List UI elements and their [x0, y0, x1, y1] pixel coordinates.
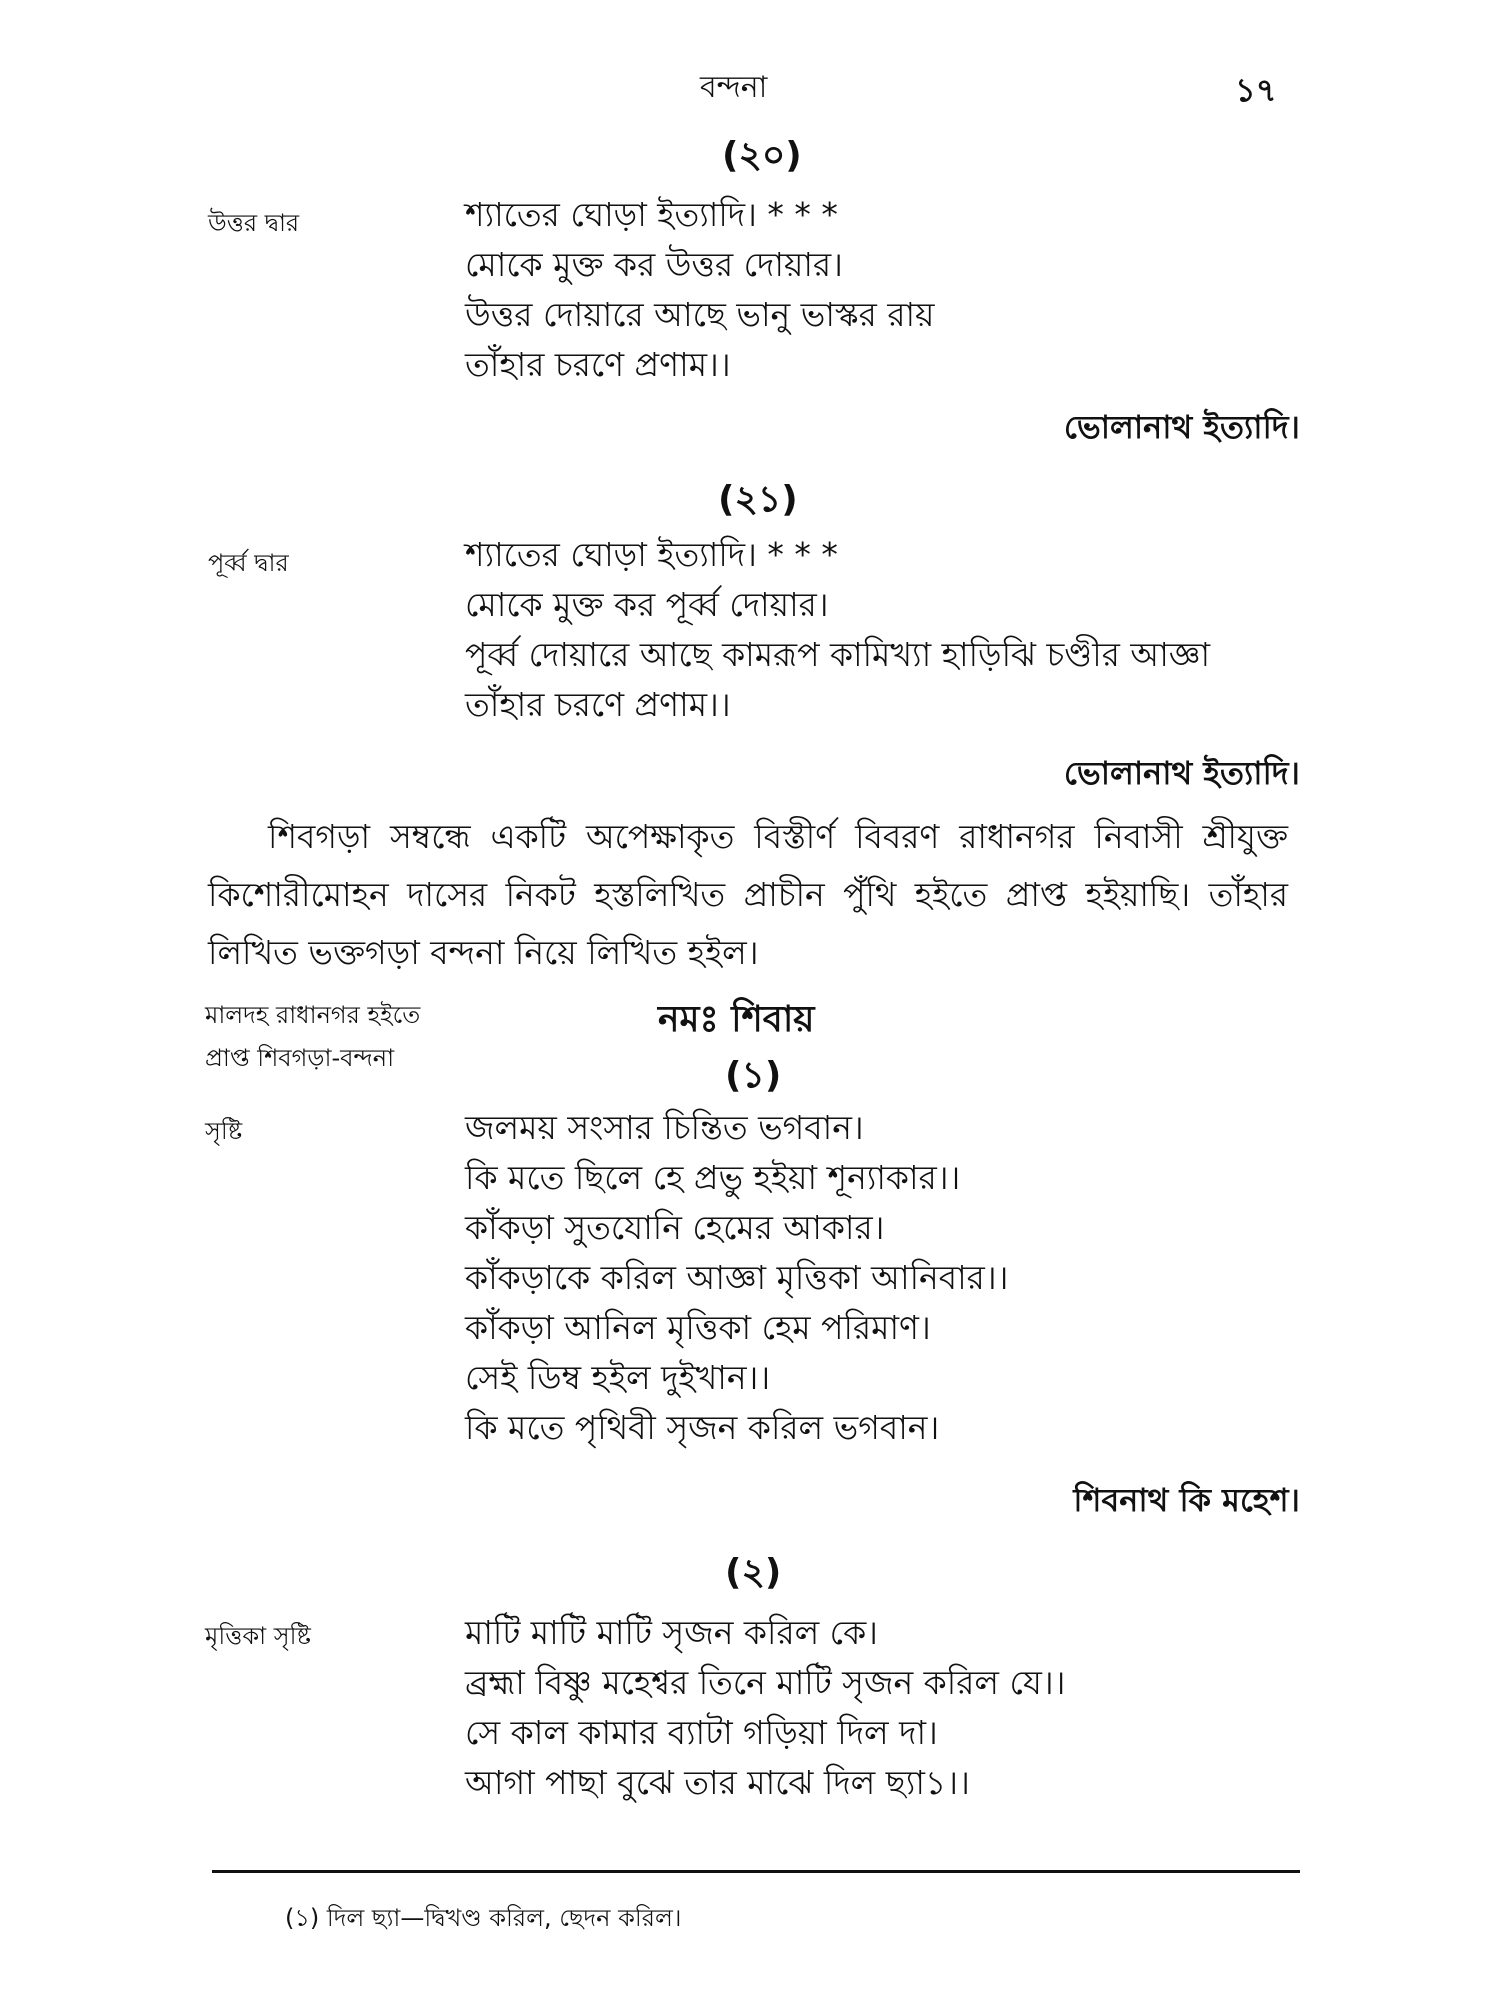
side-label: মৃত্তিকা সৃষ্টি [205, 1622, 311, 1650]
refrain: শিবনাথ কি মহেশ। [1073, 1481, 1300, 1519]
footnote-rule [212, 1870, 1300, 1873]
section-number: (২০) [722, 135, 802, 176]
verse-line: আগা পাছা বুঝে তার মাঝে দিল ছ্যা১।। [465, 1763, 970, 1802]
source-note-line: প্রাপ্ত শিবগড়া-বন্দনা [205, 1044, 395, 1072]
verse-line: শ্যাতের ঘোড়া ইত্যাদি। * * * [465, 195, 838, 234]
verse-line: কি মতে পৃথিবী সৃজন করিল ভগবান। [465, 1408, 940, 1447]
body-paragraph: শিবগড়া সম্বন্ধে একটি অপেক্ষাকৃত বিস্তীর্ণ বিবরণ রাধানগর নিবাসী শ্রীযুক্ত কিশোরীমোহন দাসের নিকট হস্তলিখিত প্রাচীন পুঁথি হইতে প্রাপ্ত হইয়াছি। তাঁহার লিখিত ভক্তগড়া বন্দনা নিয়ে লিখিত হইল। [208, 817, 1288, 972]
verse-line: উত্তর দোয়ারে আছে ভানু ভাস্কর রায় [465, 295, 935, 334]
verse-line: কাঁকড়া আনিল মৃত্তিকা হেম পরিমাণ। [465, 1308, 931, 1347]
footnote: (১) দিল ছ্যা—দ্বিখণ্ড করিল, ছেদন করিল। [285, 1904, 682, 1932]
verse-line: কাঁকড়া সুতযোনি হেমের আকার। [465, 1208, 885, 1247]
section-number: (২১) [718, 479, 798, 520]
verse-block [465, 1608, 1065, 1808]
section-number: (১) [725, 1055, 782, 1096]
verse-line: কি মতে ছিলে হে প্রভু হইয়া শূন্যাকার।। [465, 1158, 961, 1197]
verse-block [465, 1103, 1008, 1453]
verse-line: সেই ডিম্ব হইল দুইখান।। [465, 1358, 771, 1397]
side-label: পূর্ব্ব দ্বার [208, 549, 289, 577]
verse-block [465, 190, 934, 390]
section-number: (২) [725, 1552, 782, 1593]
side-label: সৃষ্টি [205, 1117, 243, 1145]
source-note-line: মালদহ রাধানগর হইতে [205, 1001, 421, 1029]
verse-line: ব্রহ্মা বিষ্ণু মহেশ্বর তিনে মাটি সৃজন করিল যে।। [465, 1663, 1066, 1702]
page-number: ১৭ [1235, 71, 1277, 109]
verse-line: শ্যাতের ঘোড়া ইত্যাদি। * * * [465, 535, 838, 574]
verse-line: পূর্ব্ব দোয়ারে আছে কামরূপ কামিখ্যা হাড়িঝি চণ্ডীর আজ্ঞা [465, 635, 1211, 674]
refrain: ভোলানাথ ইত্যাদি। [1063, 408, 1300, 446]
verse-line: মাটি মাটি মাটি সৃজন করিল কে। [465, 1613, 878, 1652]
verse-line: কাঁকড়াকে করিল আজ্ঞা মৃত্তিকা আনিবার।। [465, 1258, 1009, 1297]
verse-line: মোকে মুক্ত কর উত্তর দোয়ার। [465, 245, 843, 284]
running-title: বন্দনা [700, 70, 768, 105]
verse-line: জলময় সংসার চিন্তিত ভগবান। [465, 1108, 864, 1147]
verse-line: মোকে মুক্ত কর পূর্ব্ব দোয়ার। [465, 585, 829, 624]
verse-block [465, 530, 1210, 730]
verse-line: তাঁহার চরণে প্রণাম।। [465, 345, 731, 384]
verse-line: তাঁহার চরণে প্রণাম।। [465, 685, 731, 724]
side-label: উত্তর দ্বার [208, 209, 300, 237]
refrain: ভোলানাথ ইত্যাদি। [1063, 754, 1300, 792]
section-heading: নমঃ শিবায় [658, 999, 815, 1040]
verse-line: সে কাল কামার ব্যাটা গড়িয়া দিল দা। [465, 1713, 938, 1752]
